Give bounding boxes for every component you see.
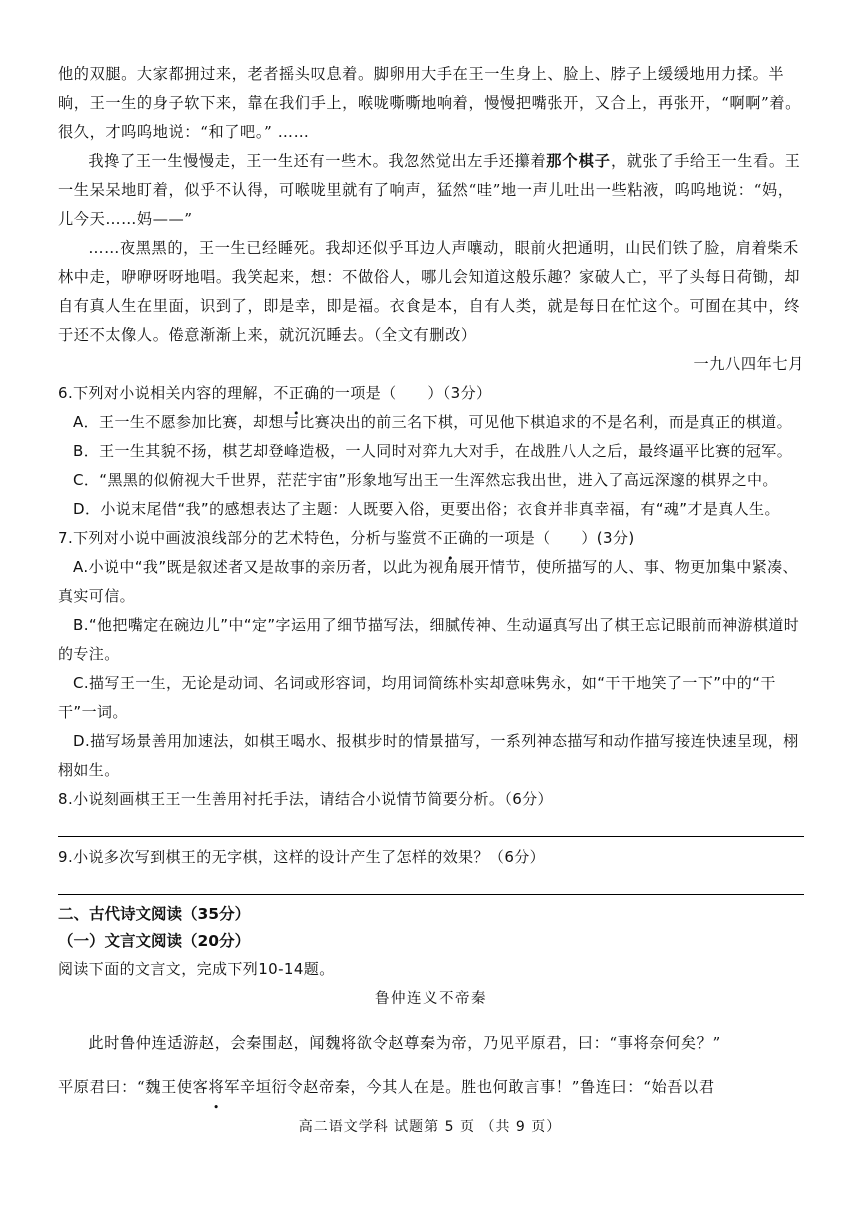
story-excerpt xyxy=(58,60,804,379)
question-7-option-c: C.描写王一生，无论是动词、名词或形容词，均用词简练朴实却意味隽永，如“干干地笑了一下”中的“干干”一词。 xyxy=(58,674,776,721)
question-7-stem-b: 的一项是（ ）(3分) xyxy=(473,529,635,547)
story-paragraph-2 xyxy=(58,147,804,234)
question-8-stem: 8.小说刻画棋王王一生善用衬托手法，请结合小说情节简要分析。（6分） xyxy=(58,790,553,808)
question-6-stem-a: 6.下列对小说相关内容的理解， xyxy=(58,384,274,402)
question-6-option-a: A．王一生不愿参加比赛，却想与比赛决出的前三名下棋，可见他下棋追求的不是名利，而是真正的棋道。 xyxy=(73,413,793,431)
question-6-option-b: B．王一生其貌不扬，棋艺却登峰造极，一人同时对弈九大对手，在战胜八人之后，最终逼平比赛的冠军。 xyxy=(73,442,793,460)
page-footer: 高二语文学科 试题第 5 页 （共 9 页） xyxy=(298,1119,562,1135)
subsection-heading: （一）文言文阅读（20分） xyxy=(58,932,251,950)
classical-passage xyxy=(58,1029,804,1102)
story-bold-phrase: 那个棋子 xyxy=(546,152,611,170)
story-date: 一九八四年七月 xyxy=(693,355,804,373)
story-paragraph-1: 他的双腿。大家都拥过来，老者摇头叹息着。脚卵用大手在王一生身上、脸上、脖子上缓缓地用力揉。半晌，王一生的身子软下来，靠在我们手上，喉咙嘶嘶地响着，慢慢把嘴张开，又合上，再张开，“啊啊”着。很久，才呜呜地说：“和了吧。” …… xyxy=(58,65,801,141)
passage-title: 鲁仲连义不帝秦 xyxy=(375,991,487,1007)
question-7-option-a: A.小说中“我”既是叙述者又是故事的亲历者，以此为视角展开情节，使所描写的人、事、物更加集中紧凑、真实可信。 xyxy=(58,558,798,605)
question-7-stem-a: 7.下列对小说中画波浪线部分的艺术特色，分析与鉴赏 xyxy=(58,529,428,547)
question-9-stem: 9.小说多次写到棋王的无字棋，这样的设计产生了怎样的效果？（6分） xyxy=(58,848,546,866)
classical-paragraph-2 xyxy=(58,1073,804,1102)
question-7-option-b: B.“他把嘴定在碗边儿”中“定”字运用了细节描写法，细腻传神、生动逼真写出了棋王忘记眼前而神游棋道时的专注。 xyxy=(58,616,800,663)
question-6-option-d: D．小说末尾借“我”的感想表达了主题：人既要入俗，更要出俗；衣食并非真幸福，有“魂”才是真人生。 xyxy=(73,500,780,518)
question-6-emphasis xyxy=(273,384,319,402)
answer-line-9[interactable] xyxy=(58,872,804,895)
classical-paragraph-2-b: 辛垣衍令赵帝秦，今其人在是。胜也何敢言事！”鲁连曰：“始吾以君 xyxy=(240,1078,715,1097)
answer-line-8[interactable] xyxy=(58,814,804,837)
classical-paragraph-1: 此时鲁仲连适游赵，会秦围赵，闻魏将欲令赵尊秦为帝，乃见平原君，曰：“事将奈何矣？” xyxy=(88,1034,721,1053)
exam-page xyxy=(58,60,804,1118)
question-7 xyxy=(58,524,804,785)
question-8 xyxy=(58,785,804,837)
reading-instruction: 阅读下面的文言文，完成下列10-14题。 xyxy=(58,960,335,978)
question-6-stem-b: 的一项是（ ）（3分） xyxy=(319,384,492,402)
section-heading: 二、古代诗文阅读（35分） xyxy=(58,905,251,923)
classical-paragraph-2-a: 平原君曰：“魏王使 xyxy=(58,1078,193,1097)
question-7-option-d: D.描写场景善用加速法，如棋王喝水、报棋步时的情景描写，一系列神态描写和动作描写接连快速呈现，栩栩如生。 xyxy=(58,732,799,779)
question-7-emphasis: 不正确 xyxy=(427,529,474,547)
question-9 xyxy=(58,843,804,895)
emphasis-dot-text: 不正确 xyxy=(273,384,320,402)
section-classical-reading xyxy=(58,901,804,1102)
story-paragraph-2-text-a: 我搀了王一生慢慢走，王一生还有一些木。我忽然觉出左手还攥着 xyxy=(88,152,547,170)
question-6-option-c: C．“黑黑的似俯视大千世界，茫茫宇宙”形象地写出王一生浑然忘我出世，进入了高远深邃的棋界之中。 xyxy=(73,471,778,489)
story-paragraph-3: ……夜黑黑的，王一生已经睡死。我却还似乎耳边人声嚷动，眼前火把通明，山民们铁了脸，肩着柴禾林中走，咿咿呀呀地唱。我笑起来，想：不做俗人，哪儿会知道这般乐趣？家破人亡，平了头每日荷锄，却自有真人生在里面，识到了，即是幸，即是福。衣食是本，自有人类，就是每日在忙这个。可囿在其中，终于还不太像人。倦意渐渐上来，就沉沉睡去。（全文有删改） xyxy=(58,239,801,344)
question-6-stem xyxy=(58,379,804,408)
question-6 xyxy=(58,379,804,524)
question-7-stem xyxy=(58,524,804,553)
story-paragraph-2-text-b: ，就张了手给王一生看。王一生呆呆地盯着，似乎不认得，可喉咙里就有了响声，猛然“哇”地一声儿吐出一些粘液，呜呜地说：“妈，儿今天……妈——” xyxy=(58,152,801,228)
classical-emphasis: 客将军 xyxy=(192,1078,241,1097)
